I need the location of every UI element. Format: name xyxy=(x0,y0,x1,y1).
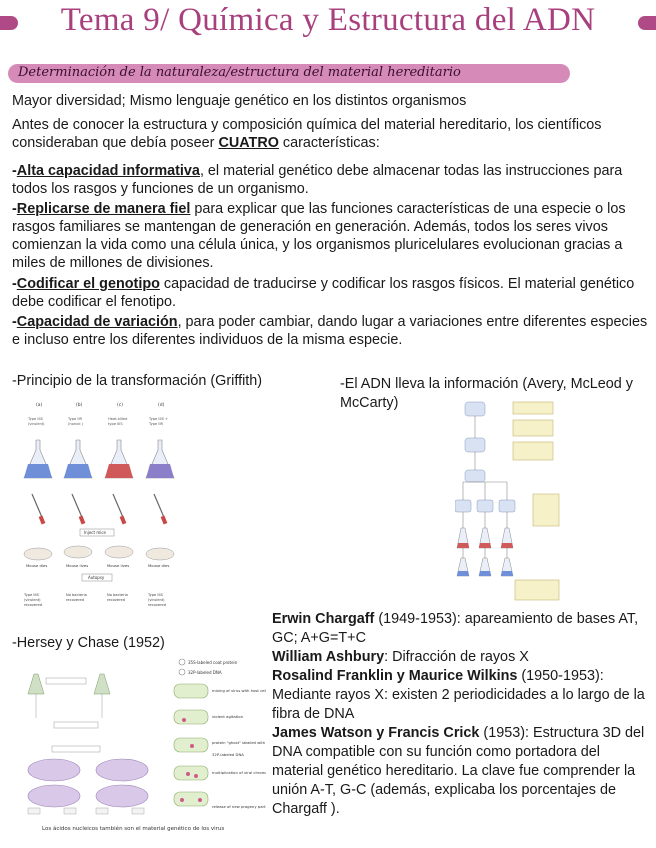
intro-text: Antes de conocer la estructura y composición química del material hereditario, los científicos consideraban que debía poseer xyxy=(12,117,602,151)
intro-emphasis: CUATRO xyxy=(218,135,279,151)
col-label: (d) xyxy=(158,403,165,408)
legend-item: 32P-labeled DNA xyxy=(188,670,222,675)
scientist-name: Rosalind Franklin y Maurice Wilkins xyxy=(272,668,518,684)
step-label: mixing of virus with host cells xyxy=(212,688,266,693)
autopsy-label: Autopsy xyxy=(88,575,105,580)
scientist-name: William Ashbury xyxy=(272,649,385,665)
characteristic-text: , el material genético debe almacenar todas las instrucciones para todos los rasgos y funciones de un organismo. xyxy=(12,163,623,197)
dash: - xyxy=(12,163,17,179)
svg-text:(nonvir.): (nonvir.) xyxy=(68,422,83,426)
characteristic-term: Capacidad de variación xyxy=(16,314,178,330)
svg-text:recovered: recovered xyxy=(148,603,167,607)
mouse-result: Mouse lives xyxy=(66,563,89,568)
legend-item: 35S-labeled coat protein xyxy=(188,660,238,665)
col-label: (c) xyxy=(117,403,123,408)
avery-label: -El ADN lleva la información (Avery, McLeod y McCarty) xyxy=(340,376,633,411)
hershey-figure xyxy=(24,658,266,836)
characteristic-term: Replicarse de manera fiel xyxy=(16,201,191,217)
scientist-entry xyxy=(272,724,648,819)
scientist-name: James Watson y Francis Crick xyxy=(272,725,480,741)
flask-column xyxy=(24,440,174,478)
characteristic-text: , para poder cambiar, dando lugar a variaciones entre diferentes especies e incluso entre los diferentes individuos de la misma especie. xyxy=(12,314,648,348)
scientist-text: : Difracción de rayos X xyxy=(384,649,529,665)
griffith-label: -Principio de la transformación (Griffith) xyxy=(12,373,263,389)
scientist-entry xyxy=(272,667,648,724)
svg-text:Type IIIS: Type IIIS xyxy=(24,593,39,597)
svg-text:Type IIR: Type IIR xyxy=(149,422,164,426)
svg-text:No bacteria: No bacteria xyxy=(66,593,87,597)
dash: - xyxy=(12,201,17,217)
svg-text:recovered: recovered xyxy=(24,603,43,607)
intro-paragraph xyxy=(12,116,648,152)
characteristic-item xyxy=(12,313,648,349)
svg-text:Type IIR: Type IIR xyxy=(68,417,83,421)
intro-line: Mayor diversidad; Mismo lenguaje genético en los distintos organismos xyxy=(12,93,467,109)
step-label: violent agitation xyxy=(212,714,243,719)
characteristic-item xyxy=(12,162,648,198)
svg-text:(virulent): (virulent) xyxy=(28,422,45,426)
step-label: 32P-labeled DNA xyxy=(212,752,244,757)
svg-text:Heat-killed: Heat-killed xyxy=(108,417,128,421)
griffith-diagram xyxy=(18,398,193,620)
svg-text:type IIIS: type IIIS xyxy=(108,422,123,426)
svg-text:(virulent): (virulent) xyxy=(24,598,41,602)
svg-text:recovered: recovered xyxy=(107,598,126,602)
dash: - xyxy=(12,276,17,292)
section-title: Determinación de la naturaleza/estructura del material hereditario xyxy=(18,65,461,80)
scientist-text: (1950-1953): Mediante rayos X: existen 2 periodicidades a lo largo de la fibra de DNA xyxy=(272,668,645,722)
col-label: (a) xyxy=(36,403,43,408)
characteristic-item xyxy=(12,275,648,311)
col-label: (b) xyxy=(76,403,83,408)
svg-text:Type IIIS +: Type IIIS + xyxy=(149,417,169,421)
mouse-result: Mouse dies xyxy=(148,563,170,568)
svg-text:(virulent): (virulent) xyxy=(148,598,165,602)
step-label: release of new progeny part xyxy=(212,804,266,809)
figure-caption: Los ácidos nucleicos también son el material genético de los virus xyxy=(42,826,225,832)
svg-text:No bacteria: No bacteria xyxy=(107,593,128,597)
scientist-text: (1953): Estructura 3D del DNA compatible con su función como portadora del material genético hereditario. La clave fue comprender la unión A-T, G-C (además, explicaba los porcentajes de Chargaff ). xyxy=(272,725,645,817)
mouse-result: Mouse dies xyxy=(26,563,48,568)
characteristic-term: Alta capacidad informativa xyxy=(16,163,200,179)
page-title: Tema 9/ Química y Estructura del ADN xyxy=(60,2,596,38)
hershey-diagram xyxy=(24,658,266,836)
griffith-figure xyxy=(18,398,193,620)
scientist-entry xyxy=(272,610,648,648)
avery-figure xyxy=(455,398,565,606)
step-label: multiplication of viral chrom xyxy=(212,770,266,775)
svg-text:Type IIIS: Type IIIS xyxy=(148,593,163,597)
characteristic-term: Codificar el genotipo xyxy=(16,276,160,292)
characteristic-item xyxy=(12,200,648,272)
hershey-label: -Hersey y Chase (1952) xyxy=(12,635,165,651)
scientist-entry xyxy=(272,648,648,667)
scientist-text: (1949-1953): apareamiento de bases AT, GC; A+G=T+C xyxy=(272,611,639,646)
characteristic-text: capacidad de traducirse y codificar los rasgos físicos. El material genético debe codificar el fenotipo. xyxy=(12,276,635,310)
step-label: protein "ghost" labeled with xyxy=(212,740,266,745)
characteristic-text: para explicar que las funciones características de una especie o los rasgos familiares se mantengan de generación en generación. Además, todos los seres vivos comienzan la vida como una célula única, y los organismos pluricelulares evolucionan gracias a miles de millones de divisiones. xyxy=(12,201,626,271)
svg-text:Type IIIS: Type IIIS xyxy=(28,417,43,421)
svg-text:recovered: recovered xyxy=(66,598,85,602)
intro-text-end: características: xyxy=(278,135,380,151)
avery-diagram xyxy=(455,398,565,606)
inject-label: Inject mice xyxy=(84,530,106,535)
mouse-result: Mouse lives xyxy=(107,563,130,568)
page-header xyxy=(0,2,656,46)
title-right-pill xyxy=(638,16,656,30)
scientist-name: Erwin Chargaff xyxy=(272,611,375,627)
dash: - xyxy=(12,314,17,330)
